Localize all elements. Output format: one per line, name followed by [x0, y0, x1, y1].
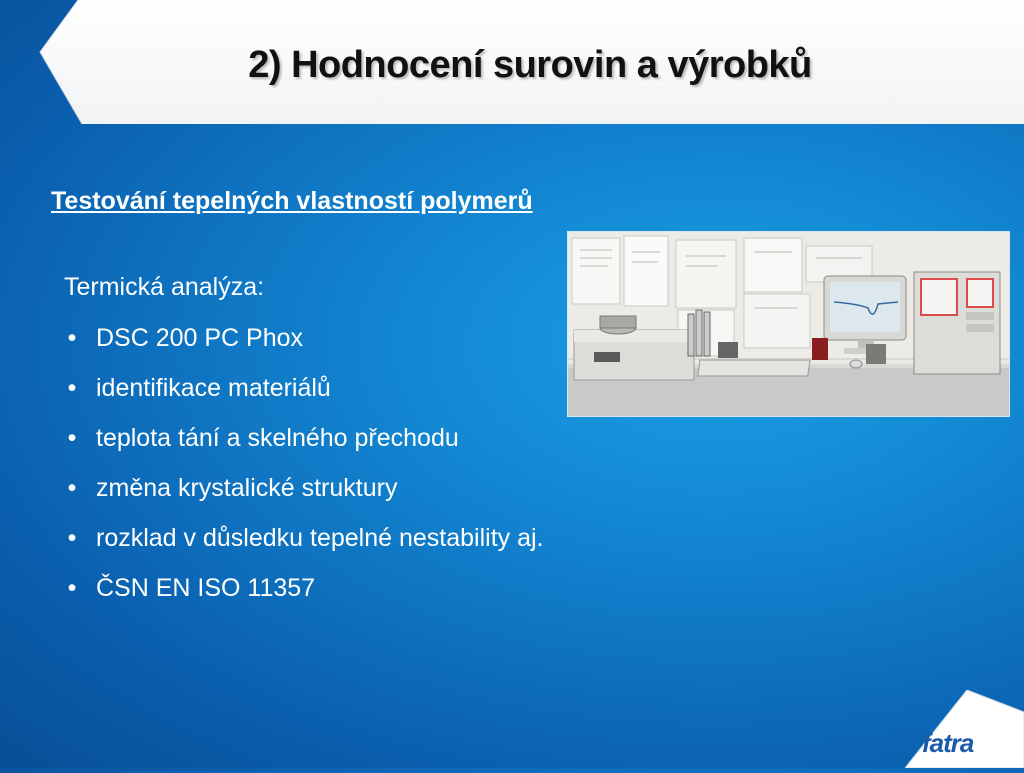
intro-text: Termická analýza: — [64, 273, 265, 301]
slide-title: 2) Hodnocení surovin a výrobků — [248, 44, 812, 86]
fatra-logo-text: fatra — [922, 728, 974, 758]
bullet-icon: • — [67, 474, 77, 502]
list-item — [62, 518, 544, 568]
section-subtitle: Testování tepelných vlastností polymerů — [51, 187, 533, 215]
bullet-icon: • — [67, 324, 77, 352]
bullet-text: teplota tání a skelného přechodu — [96, 424, 459, 452]
list-item — [62, 418, 544, 468]
bullet-text: DSC 200 PC Phox — [96, 324, 304, 352]
bullet-text: změna krystalické struktury — [96, 474, 398, 502]
bullet-icon: • — [67, 524, 77, 552]
list-item — [62, 368, 544, 418]
bullet-list — [62, 318, 544, 618]
bullet-text: ČSN EN ISO 11357 — [96, 574, 316, 602]
bullet-text: rozklad v důsledku tepelné nestability aj. — [96, 524, 544, 552]
list-item — [62, 318, 544, 368]
bullet-text: identifikace materiálů — [96, 374, 331, 402]
bullet-icon: • — [67, 574, 77, 602]
bullet-icon: • — [67, 424, 77, 452]
list-item — [62, 468, 544, 518]
lab-equipment-photo — [567, 231, 1010, 417]
list-item — [62, 568, 544, 618]
bullet-icon: • — [67, 374, 77, 402]
